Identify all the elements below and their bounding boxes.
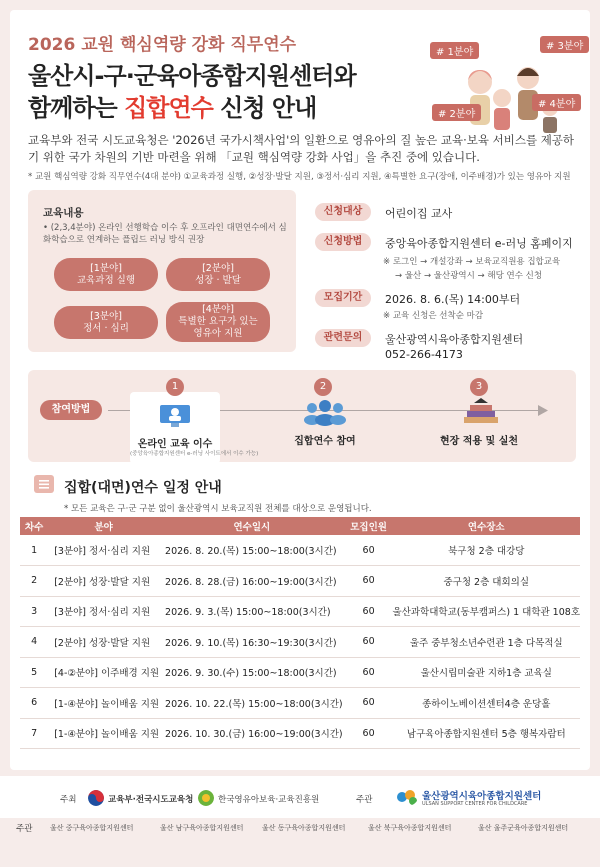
ulsan-center-logo-icon bbox=[396, 788, 418, 806]
field-pill-2: [2분야] 성장 · 발달 bbox=[166, 258, 270, 291]
center-jung: 울산 중구육아종합지원센터 bbox=[50, 824, 134, 832]
info-target-label: 신청대상 bbox=[315, 203, 371, 221]
cell-capacity: 60 bbox=[345, 688, 393, 719]
step-number-3: 3 bbox=[470, 378, 488, 396]
monitor-user-icon bbox=[158, 403, 192, 429]
center-nam: 울산 남구육아종합지원센터 bbox=[160, 824, 244, 832]
cell-datetime: 2026. 9. 10.(목) 16:30~19:30(3시간) bbox=[159, 627, 345, 658]
cell-location: 울주 중부청소년수련관 1층 다목적실 bbox=[393, 627, 580, 658]
info-period-value: 2026. 8. 6.(목) 14:00부터 bbox=[385, 293, 521, 306]
table-row bbox=[20, 596, 580, 627]
cell-field: [2분야] 성장·발달 지원 bbox=[48, 566, 159, 597]
cell-field: [1-④분야] 놀이배움 지원 bbox=[48, 718, 159, 749]
cell-location: 종하이노베이션센터4층 운당홀 bbox=[393, 688, 580, 719]
steps-label: 참여방법 bbox=[40, 400, 102, 420]
cell-session: 7 bbox=[20, 718, 48, 749]
cell-location: 북구청 2층 대강당 bbox=[393, 535, 580, 566]
cell-field: [1-④분야] 놀이배움 지원 bbox=[48, 688, 159, 719]
schedule-header-row bbox=[20, 517, 580, 535]
cell-datetime: 2026. 8. 28.(금) 16:00~19:00(3시간) bbox=[159, 566, 345, 597]
books-icon bbox=[460, 397, 502, 427]
title-highlight: 집합연수 bbox=[124, 94, 213, 122]
cell-field: [3분야] 정서·심리 지원 bbox=[48, 596, 159, 627]
org-main: 울산광역시육아종합지원센터 bbox=[422, 791, 542, 802]
cell-session: 4 bbox=[20, 627, 48, 658]
title-line-1: 울산시-구·군육아종합지원센터와 bbox=[28, 62, 356, 90]
tag-field-1: # 1분야 bbox=[430, 42, 479, 59]
table-row bbox=[20, 627, 580, 658]
table-row bbox=[20, 688, 580, 719]
steps-arrow-icon bbox=[538, 405, 548, 416]
cell-field: [2분야] 성장·발달 지원 bbox=[48, 627, 159, 658]
table-row bbox=[20, 566, 580, 597]
cell-session: 3 bbox=[20, 596, 48, 627]
schedule-note: * 모든 교육은 구·군 구분 없이 울산광역시 보육교직원 전체를 대상으로 운영됩니다. bbox=[64, 504, 372, 514]
info-target-value: 어린이집 교사 bbox=[385, 207, 453, 220]
cell-datetime: 2026. 10. 22.(목) 15:00~18:00(3시간) bbox=[159, 688, 345, 719]
info-period-label: 모집기간 bbox=[315, 289, 371, 307]
schedule-icon bbox=[34, 475, 54, 493]
cell-session: 2 bbox=[20, 566, 48, 597]
content-heading: 교육내용 bbox=[43, 207, 84, 219]
cell-field: [3분야] 정서·심리 지원 bbox=[48, 535, 159, 566]
poster-title bbox=[28, 60, 356, 124]
title-line-2: 함께하는 집합연수 신청 안내 bbox=[28, 94, 317, 122]
cell-capacity: 60 bbox=[345, 627, 393, 658]
center-ulju: 울산 울주군육아종합지원센터 bbox=[478, 824, 569, 832]
cell-field: [4-②분야] 이주배경 지원 bbox=[48, 657, 159, 688]
col-capacity: 모집인원 bbox=[345, 517, 393, 535]
cell-session: 5 bbox=[20, 657, 48, 688]
col-field: 분야 bbox=[48, 517, 159, 535]
table-row bbox=[20, 718, 580, 749]
step-number-1: 1 bbox=[166, 378, 184, 396]
content-text: • (2,3,4분야) 온라인 선행학습 이수 후 오프라인 대면연수에서 심화학습으로 연계하는 플립드 러닝 방식 권장 bbox=[43, 223, 287, 245]
info-period-note: ※ 교육 신청은 선착순 마감 bbox=[383, 311, 484, 321]
cell-session: 6 bbox=[20, 688, 48, 719]
step-title-3: 현장 적용 및 실천 bbox=[439, 436, 519, 447]
taegeuk-logo-icon bbox=[88, 790, 104, 806]
cell-capacity: 60 bbox=[345, 566, 393, 597]
info-contact-value-2: 052-266-4173 bbox=[385, 348, 463, 361]
content-box bbox=[28, 190, 296, 352]
center-buk: 울산 북구육아종합지원센터 bbox=[368, 824, 452, 832]
col-location: 연수장소 bbox=[393, 517, 580, 535]
table-row bbox=[20, 535, 580, 566]
col-session: 차수 bbox=[20, 517, 48, 535]
step-title-1: 온라인 교육 이수 bbox=[137, 439, 213, 450]
tag-field-4: # 4분야 bbox=[532, 94, 581, 111]
step-title-2: 집합연수 참여 bbox=[294, 436, 356, 447]
cell-location: 남구육아종합지원센터 5층 행복자람터 bbox=[393, 718, 580, 749]
info-method-value: 중앙육아종합지원센터 e-러닝 홈페이지 bbox=[385, 237, 573, 250]
kcpi-logo-icon bbox=[198, 790, 214, 806]
host-2: 한국영유아보육·교육진흥원 bbox=[218, 795, 320, 805]
info-method-note-1: ※ 로그인 → 개설강좌 → 보육교직원용 집합교육 bbox=[383, 257, 561, 267]
org-label: 주관 bbox=[356, 795, 373, 805]
field-pill-1: [1분야] 교육과정 실행 bbox=[54, 258, 158, 291]
cell-capacity: 60 bbox=[345, 718, 393, 749]
cell-datetime: 2026. 10. 30.(금) 16:00~19:00(3시간) bbox=[159, 718, 345, 749]
cell-datetime: 2026. 9. 3.(목) 15:00~18:00(3시간) bbox=[159, 596, 345, 627]
info-method-note-2: → 울산 → 울산광역시 → 해당 연수 신청 bbox=[395, 271, 543, 281]
schedule-table bbox=[20, 517, 580, 749]
cell-capacity: 60 bbox=[345, 596, 393, 627]
org-main-en: ULSAN SUPPORT CENTER FOR CHILDCARE bbox=[422, 801, 528, 807]
col-datetime: 연수일시 bbox=[159, 517, 345, 535]
field-pill-4: [4분야] 특별한 요구가 있는 영유아 지원 bbox=[166, 302, 270, 342]
cell-session: 1 bbox=[20, 535, 48, 566]
poster-subtitle: 2026 교원 핵심역량 강화 직무연수 bbox=[28, 35, 297, 55]
tag-field-2: # 2분야 bbox=[432, 104, 481, 121]
cell-capacity: 60 bbox=[345, 535, 393, 566]
step-sub-1: (중앙육아종합지원센터 e-러닝 사이트에서 이수 가능) bbox=[130, 451, 259, 457]
cell-location: 울산과학대학교(동부캠퍼스) 1 대학관 108호 bbox=[393, 596, 580, 627]
cell-location: 중구청 2층 대회의실 bbox=[393, 566, 580, 597]
cell-datetime: 2026. 8. 20.(목) 15:00~18:00(3시간) bbox=[159, 535, 345, 566]
host-label: 주최 bbox=[60, 795, 77, 805]
info-contact-value-1: 울산광역시육아종합지원센터 bbox=[385, 333, 524, 346]
center-dong: 울산 동구육아종합지원센터 bbox=[262, 824, 346, 832]
footer-hosts bbox=[0, 776, 600, 818]
schedule-title: 집합(대면)연수 일정 안내 bbox=[64, 480, 222, 496]
table-row bbox=[20, 657, 580, 688]
info-method-label: 신청방법 bbox=[315, 233, 371, 251]
field-pill-3: [3분야] 정서 · 심리 bbox=[54, 306, 158, 339]
tag-field-3: # 3분야 bbox=[540, 36, 589, 53]
group-people-icon bbox=[300, 400, 350, 426]
org-label-2: 주관 bbox=[16, 824, 33, 834]
cell-capacity: 60 bbox=[345, 657, 393, 688]
info-contact-label: 관련문의 bbox=[315, 329, 371, 347]
step-number-2: 2 bbox=[314, 378, 332, 396]
cell-location: 울산시립미술관 지하1층 교육실 bbox=[393, 657, 580, 688]
cell-datetime: 2026. 9. 30.(수) 15:00~18:00(3시간) bbox=[159, 657, 345, 688]
intro-text: 교육부와 전국 시도교육청은 '2026년 국가시책사업'의 일환으로 영유아의 질 높은 교육·보육 서비스를 제공하기 위한 국가 차원의 기반 마련을 위해 「교원 핵심역량 강화 사업」을 추진 중에 있습니다. bbox=[28, 133, 575, 164]
footer-centers bbox=[0, 818, 600, 838]
intro-note: * 교원 핵심역량 강화 직무연수(4대 분야) ①교육과정 실행, ②성장·발달 지원, ③정서·심리 지원, ④특별한 요구(장애, 이주배경)가 있는 영유아 지원 bbox=[28, 172, 571, 182]
host-1: 교육부·전국시도교육청 bbox=[108, 795, 194, 805]
